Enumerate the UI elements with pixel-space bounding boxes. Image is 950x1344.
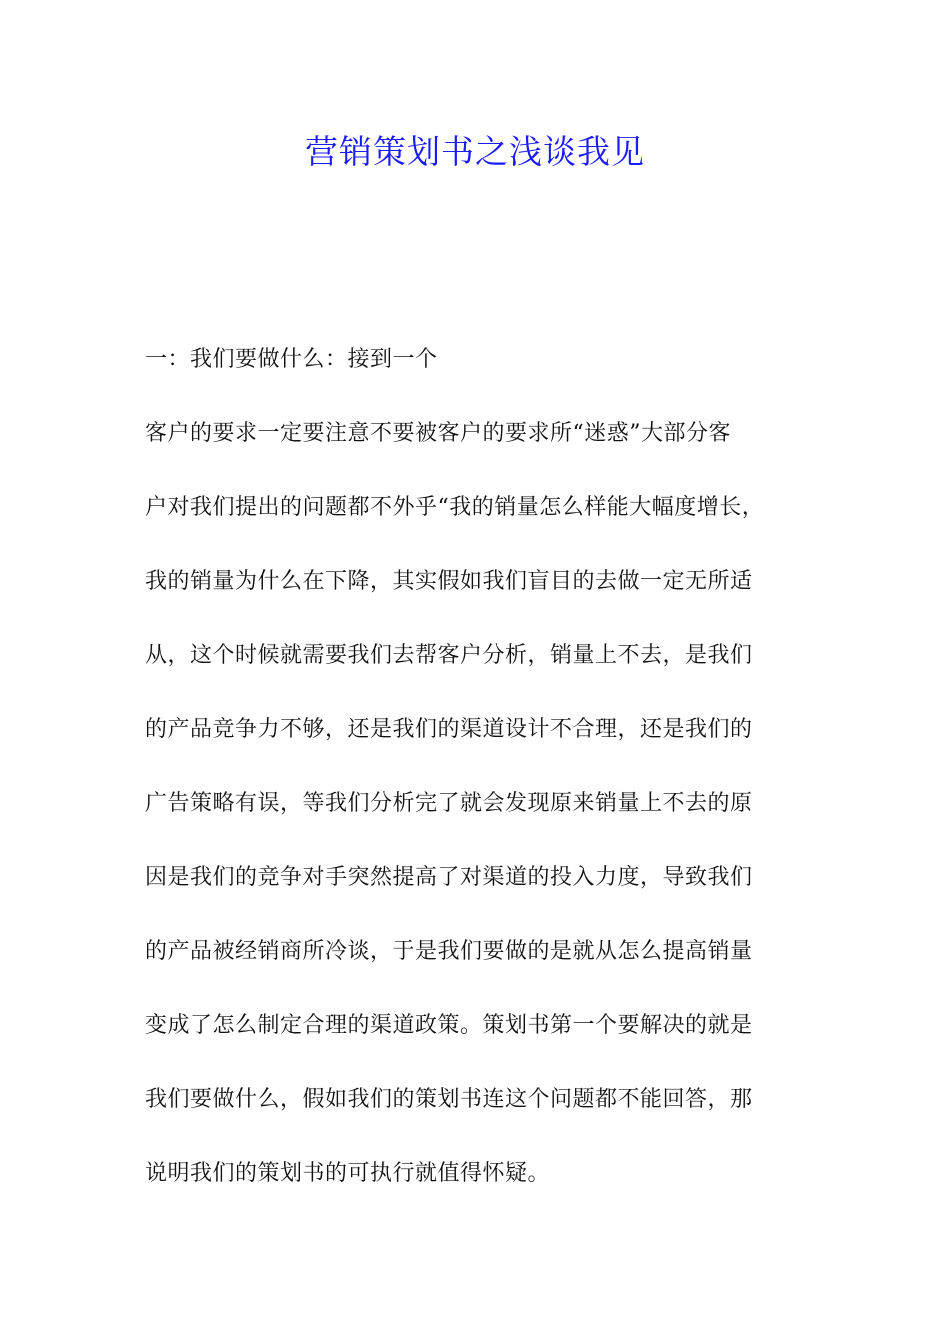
paragraph-line: 广告策略有误，等我们分析完了就会发现原来销量上不去的原 bbox=[145, 791, 753, 816]
paragraph-line: 的产品竞争力不够，还是我们的渠道设计不合理，还是我们的 bbox=[145, 717, 753, 742]
paragraph-line: 说明我们的策划书的可执行就值得怀疑。 bbox=[145, 1161, 551, 1186]
paragraph-line: 一：我们要做什么：接到一个 bbox=[145, 347, 438, 372]
paragraph-line: 从，这个时候就需要我们去帮客户分析，销量上不去，是我们 bbox=[145, 643, 753, 668]
document-body bbox=[145, 334, 845, 1222]
paragraph-line: 户对我们提出的问题都不外乎“我的销量怎么样能大幅度增长， bbox=[145, 495, 765, 520]
paragraph-line: 变成了怎么制定合理的渠道政策。策划书第一个要解决的就是 bbox=[145, 1013, 753, 1038]
paragraph-line: 客户的要求一定要注意不要被客户的要求所“迷惑”大部分客 bbox=[145, 421, 731, 446]
paragraph-line: 我们要做什么，假如我们的策划书连这个问题都不能回答，那 bbox=[145, 1087, 753, 1112]
paragraph-line: 的产品被经销商所冷谈，于是我们要做的是就从怎么提高销量 bbox=[145, 939, 753, 964]
paragraph-line: 因是我们的竞争对手突然提高了对渠道的投入力度，导致我们 bbox=[145, 865, 753, 890]
paragraph-line: 我的销量为什么在下降，其实假如我们盲目的去做一定无所适 bbox=[145, 569, 753, 594]
document-title: 营销策划书之浅谈我见 bbox=[305, 132, 645, 171]
